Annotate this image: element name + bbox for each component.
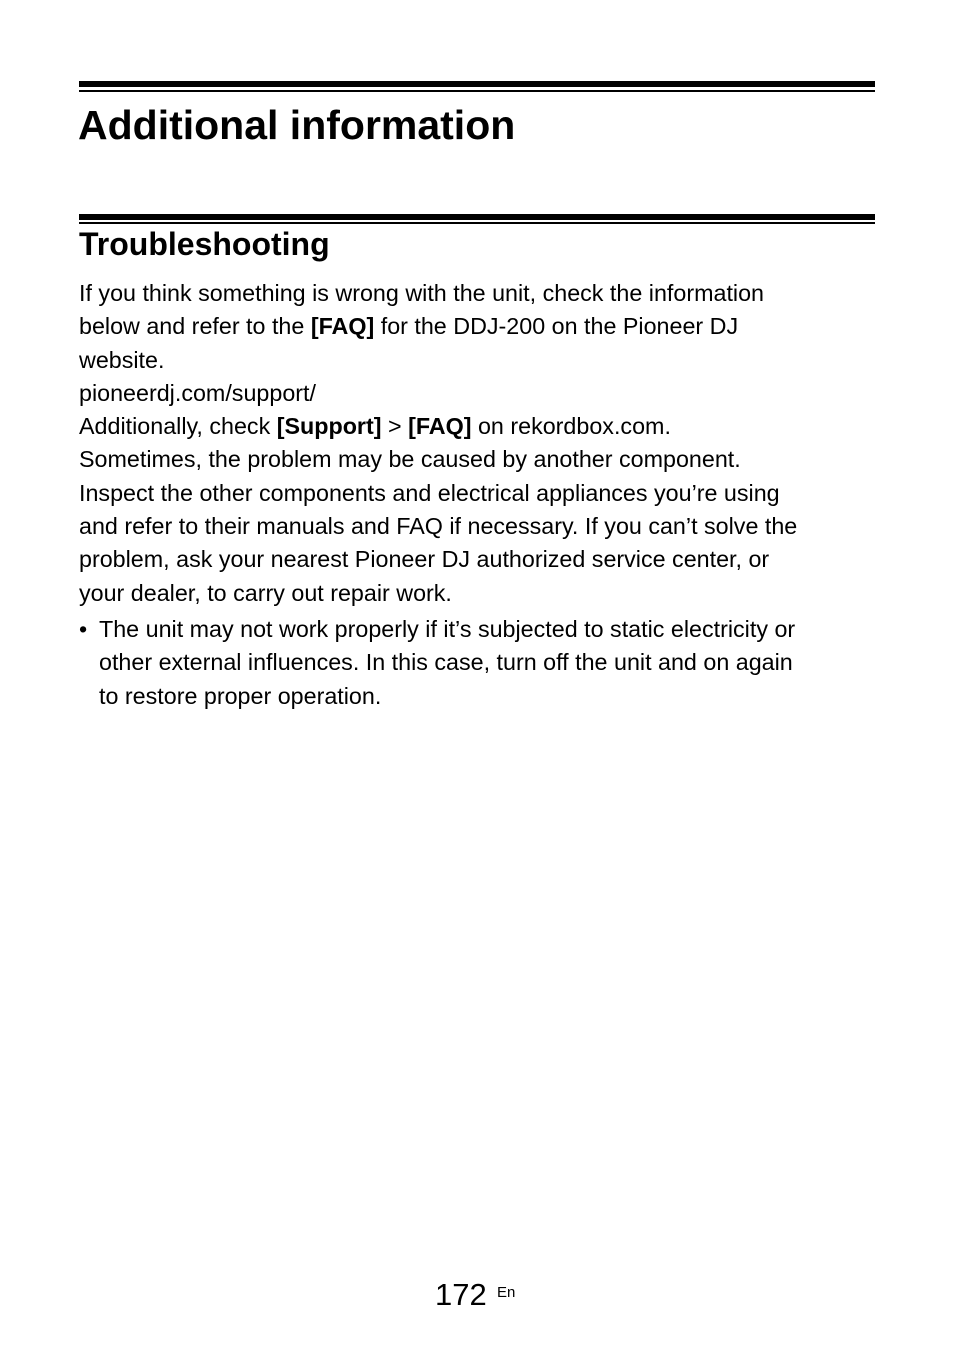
bullet-text [99,613,879,713]
section-heading: Troubleshooting [79,226,330,262]
intro-text: for the DDJ-200 on the Pioneer DJ [374,313,739,340]
section-rule-thick [79,214,875,220]
faq-reference: [FAQ] [408,413,472,440]
intro-line: and refer to their manuals and FAQ if necessary. If you can’t solve the [79,513,798,540]
intro-line: Inspect the other components and electrical appliances you’re using [79,479,780,506]
page-number: 172 [435,1277,487,1312]
intro-line: your dealer, to carry out repair work. [79,579,452,606]
intro-line: Sometimes, the problem may be caused by another component. [79,446,741,473]
intro-text: > [381,413,409,440]
faq-reference: [FAQ] [310,313,375,340]
intro-text: Additionally, check [79,413,277,440]
title-rule-thin [79,90,875,92]
title-rule-thick [79,81,875,87]
intro-line: website. [79,346,165,373]
intro-text: below and refer to the [79,313,311,340]
page-title: Additional information [78,102,516,148]
intro-line: problem, ask your nearest Pioneer DJ authorized service center, or [79,546,770,573]
support-reference: [Support] [276,413,382,440]
intro-line: If you think something is wrong with the unit, check the information [79,280,765,306]
bullet-mark: • [79,616,88,642]
bullet-line: other external influences. In this case, turn off the unit and on again [99,649,793,676]
intro-line [79,410,879,443]
bullet-line: to restore proper operation. [99,682,382,709]
troubleshooting-intro [79,277,879,610]
bullet-line: The unit may not work properly if it’s subjected to static electricity or [99,616,796,642]
intro-line [79,310,879,343]
support-url: pioneerdj.com/support/ [79,379,316,406]
intro-text: on rekordbox.com. [471,413,671,440]
page-language: En [497,1284,516,1301]
